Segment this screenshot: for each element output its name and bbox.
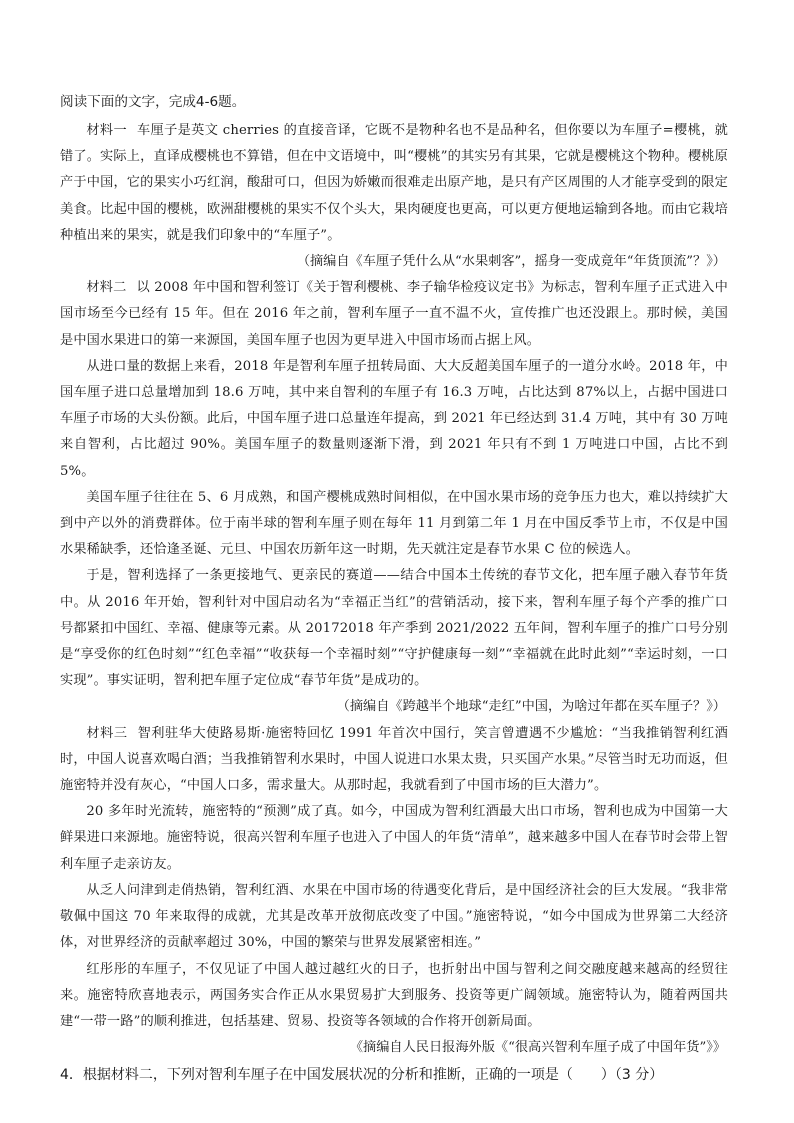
material-3-paragraph-4: 红彤彤的车厘子，不仅见证了中国人越过越红火的日子，也折射出中国与智利之间交融度越来越高的经贸往来。施密特欣喜地表示，两国务实合作正从水果贸易扩大到服务、投资等更广阔领域。施密特认为，随着两国共建“一带一路”的顺利推进，包括基建、贸易、投资等各领域的合作将开创新局面。 [60,961,728,1029]
material-2-paragraph-4: 于是，智利选择了一条更接地气、更亲民的赛道——结合中国本土传统的春节文化，把车厘子融入春节年货中。从 2016 年开始，智利针对中国启动名为“幸福正当红”的营销活动，接下来，智利车厘子每个产季的推广口号都紧扣中国红、幸福、健康等元素。从 20172018 年产季到 2021/2022 五年间，智利车厘子的推广口号分别是“享受你的红色时刻”“红色幸福”“收获每一个幸福时刻”“守护健康每一刻”“幸福就在此时此刻”“幸运时刻，一口实现”。事实证明，智利把车厘子定位成“春节年货”是成功的。 [60,568,728,689]
question-4: 4．根据材料二，下列对智利车厘子在中国发展状况的分析和推断，正确的一项是（ ）（3 分） [60,1067,664,1084]
material-3-paragraph-1: 材料三 智利驻华大使路易斯·施密特回忆 1991 年首次中国行，笑言曾遭遇不少尴尬：“当我推销智利红酒时，中国人说喜欢喝白酒；当我推销智利水果时，中国人说进口水果太贵，只买国产水果。”尽管当时无功而返，但施密特并没有灰心，“中国人口多，需求量大。从那时起，我就看到了中国市场的巨大潜力”。 [60,725,728,794]
material-2-source: （摘编自《跨越半个地球“走红”中国，为啥过年都在买车厘子？》） [336,699,726,715]
material-3-paragraph-3: 从乏人问津到走俏热销，智利红酒、水果在中国市场的待遇变化背后，是中国经济社会的巨大发展。“我非常敬佩中国这 70 年来取得的成就，尤其是改革开放彻底改变了中国。”施密特说，“如今中国成为世界第二大经济体，对世界经济的贡献率超过 30%，中国的繁荣与世界发展紧密相连。” [60,882,728,951]
material-2-paragraph-2: 从进口量的数据上来看，2018 年是智利车厘子扭转局面、大大反超美国车厘子的一道分水岭。2018 年，中国车厘子进口总量增加到 18.6 万吨，其中来自智利的车厘子有 16.3 万吨，占比达到 87%以上，占据中国进口车厘子市场的大头份额。此后，中国车厘子进口总量连年提高，到 2021 年已经达到 31.4 万吨，其中有 30 万吨来自智利，占比超过 90%。美国车厘子的数量则逐渐下滑，到 2021 年只有不到 1 万吨进口中国，占比不到 5%。 [60,358,728,479]
material-1-label: 材料一 [86,123,128,138]
material-3-source: 《摘编自人民日报海外版《“很高兴智利车厘子成了中国年货”》》 [349,1040,726,1056]
material-1-paragraph-1: 材料一 车厘子是英文 cherries 的直接音译，它既不是物种名也不是品种名，但你要以为车厘子=樱桃，就错了。实际上，直译成樱桃也不算错，但在中文语境中，叫“樱桃”的其实另有其果，它就是樱桃这个物种。樱桃原产于中国，它的果实小巧红润，酸甜可口，但因为娇嫩而很难走出原产地，是只有产区周围的人才能享受到的限定美食。比起中国的樱桃，欧洲甜樱桃的果实不仅个头大，果肉硬度也更高，可以更方便地运输到各地。而由它栽培种植出来的果实，就是我们印象中的“车厘子”。 [60,123,728,243]
material-2-paragraph-3: 美国车厘子往往在 5、6 月成熟，和国产樱桃成熟时间相似，在中国水果市场的竞争压力也大，难以持续扩大到中产以外的消费群体。位于南半球的智利车厘子则在每年 11 月到第二年 1 月在中国反季节上市，不仅是中国水果稀缺季，还恰逢圣诞、元旦、中国农历新年这一时期，先天就注定是春节水果 C 位的候选人。 [60,489,728,558]
material-3-paragraph-2: 20 多年时光流转，施密特的“预测”成了真。如今，中国成为智利红酒最大出口市场，智利也成为中国第一大鲜果进口来源地。施密特说，很高兴智利车厘子也进入了中国人的年货“清单”，越来越多中国人在春节时会带上智利车厘子走亲访友。 [60,804,728,872]
material-3-label: 材料三 [86,725,128,741]
reading-instruction: 阅读下面的文字，完成4-6题。 [60,94,246,110]
material-2-label: 材料二 [86,280,127,296]
material-1-source: （摘编自《车厘子凭什么从“水果刺客”，摇身一变成竟年“年货顶流”？》） [296,254,726,270]
material-2-paragraph-1: 材料二 以 2008 年中国和智利签订《关于智利樱桃、李子输华检疫议定书》为标志，智利车厘子正式进入中国市场至今已经有 15 年。但在 2016 年之前，智利车厘子一直不温不火，宣传推广也还没跟上。那时候，美国是中国水果进口的第一来源国，美国车厘子也因为更早进入中国市场而占据上风。 [60,280,728,348]
